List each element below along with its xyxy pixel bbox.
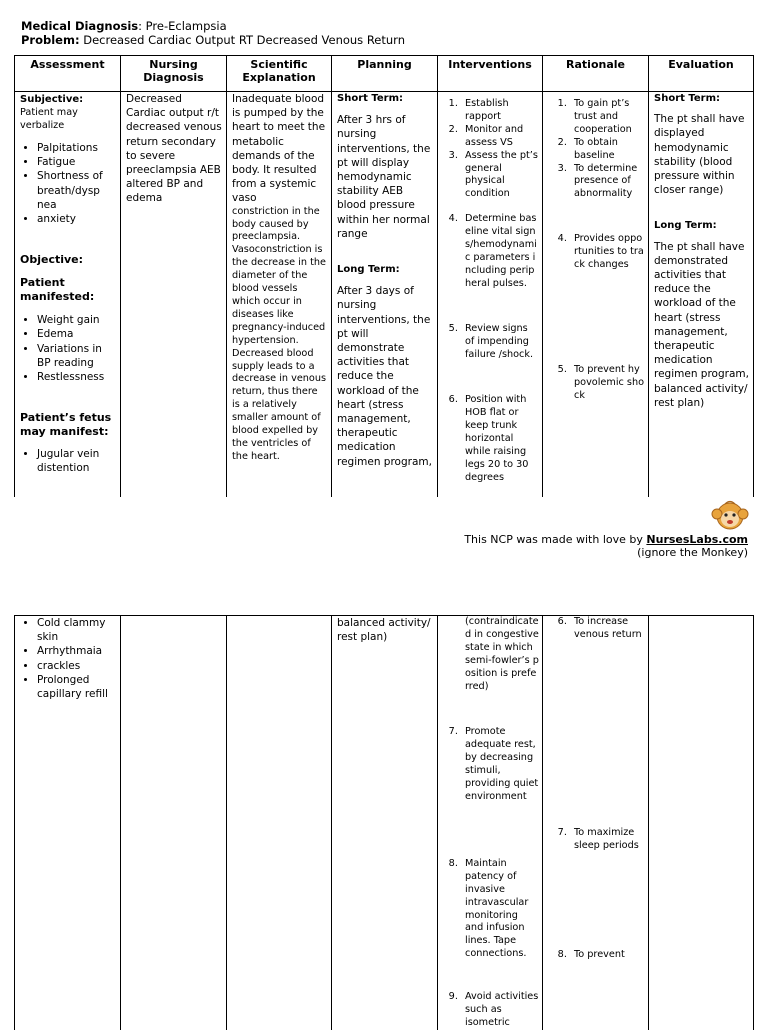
column-header-evaluation: Evaluation <box>649 56 754 92</box>
planning-short-term-text: After 3 hrs of nursing interventions, the pt will display hemodynamic stability AEB blood pressure within her normal range <box>337 114 431 240</box>
list-item: 5. Review signs of impending failure /shock. <box>461 323 539 362</box>
rationale-list <box>548 98 645 201</box>
subjective-intro: Patient may verbalize <box>20 107 78 132</box>
subjective-list <box>20 141 117 226</box>
column-header-rationale: Rationale <box>543 56 649 92</box>
list-item: 8. Maintain patency of invasive intravascular monitoring and infusion lines. Tape connections. <box>461 858 539 961</box>
list-item: • Cold clammy skin <box>37 616 117 644</box>
fetus-list <box>20 447 117 475</box>
list-item: • Edema <box>37 327 117 341</box>
credit-prefix: This NCP was made with love by <box>464 533 647 546</box>
subjective-label: Subjective: <box>20 94 84 105</box>
planning-cell-continued <box>332 616 438 1030</box>
list-item: • Shortness of breath/dyspnea <box>37 169 105 212</box>
column-header-scientific-explanation: Scientific Explanation <box>227 56 332 92</box>
manifested-label: Patient manifested: <box>20 276 95 304</box>
credit-line <box>464 533 748 546</box>
list-item: • Variations in BP reading <box>37 342 117 370</box>
column-header-nursing-diagnosis: Nursing Diagnosis <box>121 56 227 92</box>
list-item: 3. To determine presence of abnormality <box>570 163 645 202</box>
column-header-planning: Planning <box>332 56 438 92</box>
monkey-icon <box>710 497 750 535</box>
scientific-explanation-cell <box>227 92 332 497</box>
interventions-list <box>443 858 539 961</box>
evaluation-cell <box>649 92 754 497</box>
list-item: 2. Monitor and assess VS <box>461 124 539 150</box>
list-item: • Arrhythmaia <box>37 644 117 658</box>
rationale-cell <box>543 92 649 497</box>
rationale-list <box>548 364 645 403</box>
planning-short-term-label: Short Term: <box>337 93 404 104</box>
list-item: 7. To maximize sleep periods <box>570 827 645 853</box>
evaluation-short-term-label: Short Term: <box>654 93 721 104</box>
list-item: 6. Position with HOB flat or keep trunk horizontal while raising legs 20 to 30 degrees <box>461 394 539 484</box>
assessment-cell <box>15 92 121 497</box>
interventions-list <box>443 213 539 290</box>
planning-long-term-text: After 3 days of nursing interventions, the pt will demonstrate activities that reduce the workload of the heart (stress management, therapeutic medication regimen program, <box>337 285 432 468</box>
problem-line <box>21 33 405 47</box>
objective-label: Objective: <box>20 253 84 267</box>
planning-long-term-label: Long Term: <box>337 264 400 276</box>
list-item: 6. To increase venous return <box>570 616 645 642</box>
scientific-explanation-text: Inadequate blood is pumped by the heart to meet the metabolic demands of the body. It resulted from a systemic vaso <box>232 93 326 205</box>
table-body-row <box>15 92 754 497</box>
evaluation-short-term-text: The pt shall have displayed hemodynamic stability (blood pressure within closer range) <box>654 113 745 197</box>
list-item: • Jugular vein distention <box>37 447 117 475</box>
evaluation-long-term-text: The pt shall have demonstrated activities that reduce the workload of the heart (stress management, therapeutic medication regimen program, balanced activity/ rest plan) <box>654 240 749 409</box>
evaluation-long-term-label: Long Term: <box>654 220 717 232</box>
list-item: • Fatigue <box>37 155 117 169</box>
fetus-label: Patient’s fetus may manifest: <box>20 411 112 439</box>
list-item: • Restlessness <box>37 370 117 384</box>
list-item: 1. To gain pt’s trust and cooperation <box>570 98 645 137</box>
nursing-diagnosis-text: Decreased Cardiac output r/t decreased venous return secondary to severe preeclampsia AEB altered BP and edema <box>126 93 222 205</box>
column-header-assessment: Assessment <box>15 56 121 92</box>
list-item: 2. To obtain baseline <box>570 137 645 163</box>
medical-diagnosis-value: : Pre-Eclampsia <box>138 19 227 33</box>
nurseslabs-link[interactable]: NursesLabs.com <box>646 533 748 546</box>
nursing-diagnosis-cell <box>121 92 227 497</box>
scientific-explanation-text-small: constriction in the body caused by preeclampsia. Vasoconstriction is the decrease in the diameter of the blood vessels which occur in diseases like pregnancy-induced hypertension. Decreased blood supply leads to a decrease in venous return, thus there is a relatively smaller amount of blood expelled by the ventricles of the heart. <box>232 205 327 462</box>
list-item: 4. Determine baseline vital signs/hemodynamic parameters including peripheral pulses. <box>461 213 539 290</box>
planning-cell <box>332 92 438 497</box>
rationale-cell-continued <box>543 616 649 1030</box>
assessment-continued-list <box>20 616 117 701</box>
rationale-list <box>548 949 645 962</box>
rationale-list <box>548 233 645 272</box>
list-item: • Prolonged capillary refill <box>37 673 117 701</box>
interventions-list <box>443 726 539 803</box>
manifested-list <box>20 313 117 384</box>
table-header-row <box>15 56 754 92</box>
planning-continued-text: balanced activity/ rest plan) <box>337 617 431 644</box>
interventions-list <box>443 394 539 484</box>
medical-diagnosis-label: Medical Diagnosis <box>21 19 139 33</box>
problem-value: Decreased Cardiac Output RT Decreased Venous Return <box>79 33 405 47</box>
assessment-cell-continued <box>15 616 121 1030</box>
interventions-continued-text: (contraindicated in congestive state in which semi-fowler’s position is preferred) <box>465 616 539 692</box>
scientific-explanation-cell-continued <box>227 616 332 1030</box>
interventions-cell <box>438 92 543 497</box>
ncp-table-page-2 <box>14 615 754 1030</box>
credit-note: (ignore the Monkey) <box>637 546 748 559</box>
interventions-list <box>443 98 539 201</box>
list-item: 8. To prevent <box>570 949 645 962</box>
ncp-table-page-1 <box>14 55 754 497</box>
list-item: 9. Avoid activities such as isometric <box>461 991 539 1030</box>
rationale-list <box>548 827 645 853</box>
rationale-list <box>548 616 645 642</box>
list-item: • Palpitations <box>37 141 117 155</box>
list-item: 7. Promote adequate rest, by decreasing stimuli, providing quiet environment <box>461 726 539 803</box>
list-item: 4. Provides opportunities to track changes <box>570 233 645 272</box>
list-item: 5. To prevent hypovolemic shock <box>570 364 645 403</box>
problem-label: Problem: <box>21 33 80 47</box>
medical-diagnosis-line <box>21 19 227 33</box>
column-header-interventions: Interventions <box>438 56 543 92</box>
list-item: • Weight gain <box>37 313 117 327</box>
list-item: • anxiety <box>37 212 117 226</box>
table-body-row <box>15 616 754 1030</box>
interventions-cell-continued <box>438 616 543 1030</box>
list-item: 1. Establish rapport <box>461 98 539 124</box>
list-item: • crackles <box>37 659 117 673</box>
interventions-list <box>443 323 539 362</box>
list-item: 3. Assess the pt’s general physical condition <box>461 150 539 202</box>
nursing-diagnosis-cell-continued <box>121 616 227 1030</box>
interventions-list <box>443 991 539 1030</box>
evaluation-cell-continued <box>649 616 754 1030</box>
